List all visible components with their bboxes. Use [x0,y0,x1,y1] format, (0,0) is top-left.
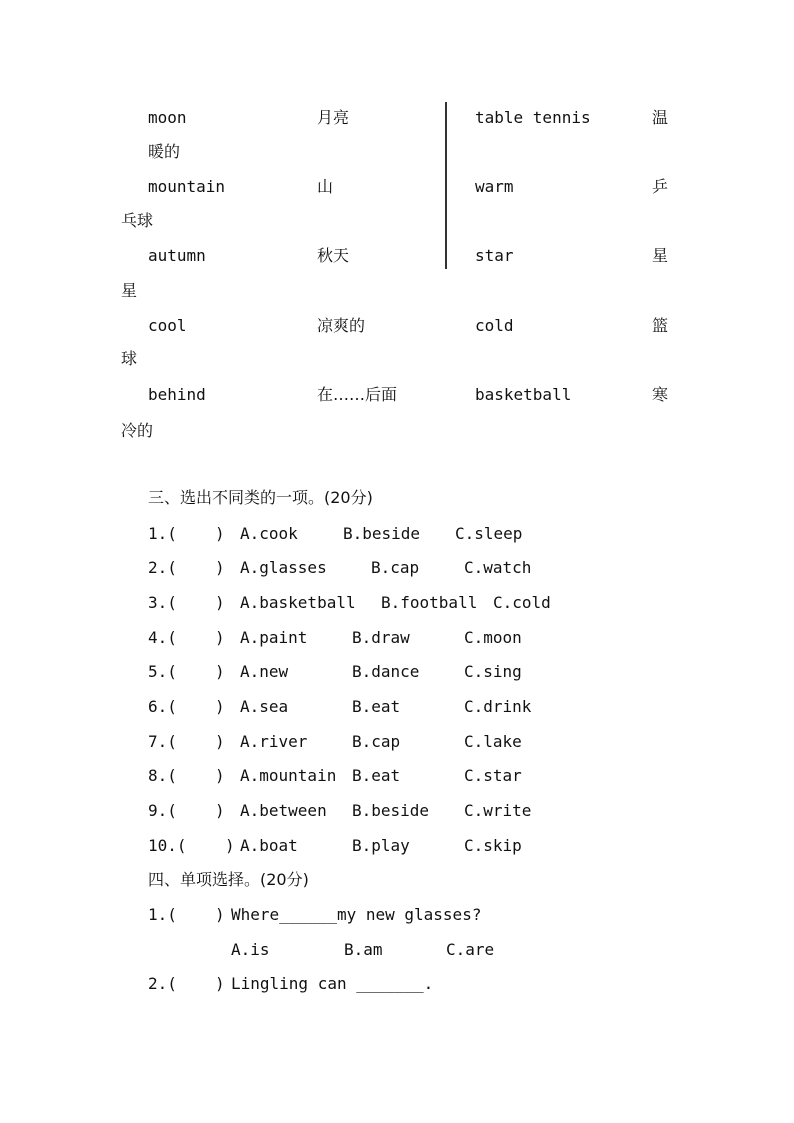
answer-paren: ) [215,558,225,577]
option-c: C.skip [464,836,522,855]
option-b: B.play [352,836,410,855]
option-a: A.cook [240,524,298,543]
question-text: Where______my new glasses? [231,905,482,924]
answer-paren: ) [215,974,225,993]
question-number: 8.( [148,766,177,785]
option-c: C.moon [464,628,522,647]
vocab-zh-left: 凉爽的 [317,316,366,335]
vocab-zh-right: 乒 [652,177,669,196]
section4-heading: 四、单项选择。(20分) [148,870,309,889]
option-a: A.sea [240,697,289,716]
section3-heading: 三、选出不同类的一项。(20分) [148,488,373,507]
vocab-divider [445,102,447,269]
vocab-zh-right-wrap: 冷的 [121,421,154,440]
option-c: C.star [464,766,522,785]
option-c: C.cold [493,593,551,612]
question-number: 1.( [148,524,177,543]
question-number: 6.( [148,697,177,716]
vocab-en-right: warm [475,177,514,196]
option-a: A.boat [240,836,298,855]
option-c: C.lake [464,732,522,751]
vocab-zh-right-wrap: 乓球 [121,211,154,230]
question-number: 10.( [148,836,187,855]
option-b: B.beside [343,524,421,543]
vocab-en-left: moon [148,108,187,127]
answer-paren: ) [215,662,225,681]
question-number: 2.( [148,974,177,993]
option-b: B.dance [352,662,420,681]
option-a: A.glasses [240,558,327,577]
answer-paren: ) [225,836,235,855]
vocab-zh-left: 山 [317,177,334,196]
question-number: 1.( [148,905,177,924]
vocab-zh-right-wrap: 暖的 [148,142,181,161]
option-c: C.sing [464,662,522,681]
option-b: B.eat [352,697,401,716]
vocab-en-right: star [475,246,514,265]
question-number: 9.( [148,801,177,820]
vocab-zh-right: 星 [652,246,669,265]
answer-paren: ) [215,524,225,543]
option-a: A.is [231,940,270,959]
option-c: C.sleep [455,524,523,543]
answer-paren: ) [215,905,225,924]
question-number: 3.( [148,593,177,612]
vocab-zh-right: 篮 [652,316,669,335]
vocab-zh-left: 秋天 [317,246,350,265]
vocab-zh-right: 寒 [652,385,669,404]
vocab-zh-left: 在……后面 [317,385,398,404]
question-text: Lingling can _______. [231,974,434,993]
option-b: B.draw [352,628,410,647]
option-a: A.mountain [240,766,337,785]
question-number: 4.( [148,628,177,647]
option-b: B.football [381,593,478,612]
vocab-zh-right-wrap: 球 [121,349,138,368]
vocab-zh-left: 月亮 [317,108,350,127]
option-a: A.paint [240,628,308,647]
answer-paren: ) [215,766,225,785]
option-c: C.watch [464,558,532,577]
option-c: C.drink [464,697,532,716]
option-a: A.river [240,732,308,751]
option-c: C.write [464,801,532,820]
question-number: 7.( [148,732,177,751]
option-b: B.am [344,940,383,959]
vocab-en-left: cool [148,316,187,335]
option-b: B.cap [371,558,420,577]
option-b: B.beside [352,801,430,820]
option-c: C.are [446,940,495,959]
question-number: 2.( [148,558,177,577]
answer-paren: ) [215,732,225,751]
vocab-en-left: behind [148,385,206,404]
option-a: A.new [240,662,289,681]
answer-paren: ) [215,801,225,820]
vocab-en-right: basketball [475,385,572,404]
vocab-zh-right-wrap: 星 [121,281,138,300]
vocab-en-right: cold [475,316,514,335]
vocab-zh-right: 温 [652,108,669,127]
option-b: B.eat [352,766,401,785]
option-a: A.between [240,801,327,820]
answer-paren: ) [215,593,225,612]
answer-paren: ) [215,697,225,716]
option-b: B.cap [352,732,401,751]
question-number: 5.( [148,662,177,681]
option-a: A.basketball [240,593,356,612]
vocab-en-left: autumn [148,246,206,265]
vocab-en-right: table tennis [475,108,591,127]
answer-paren: ) [215,628,225,647]
vocab-en-left: mountain [148,177,226,196]
